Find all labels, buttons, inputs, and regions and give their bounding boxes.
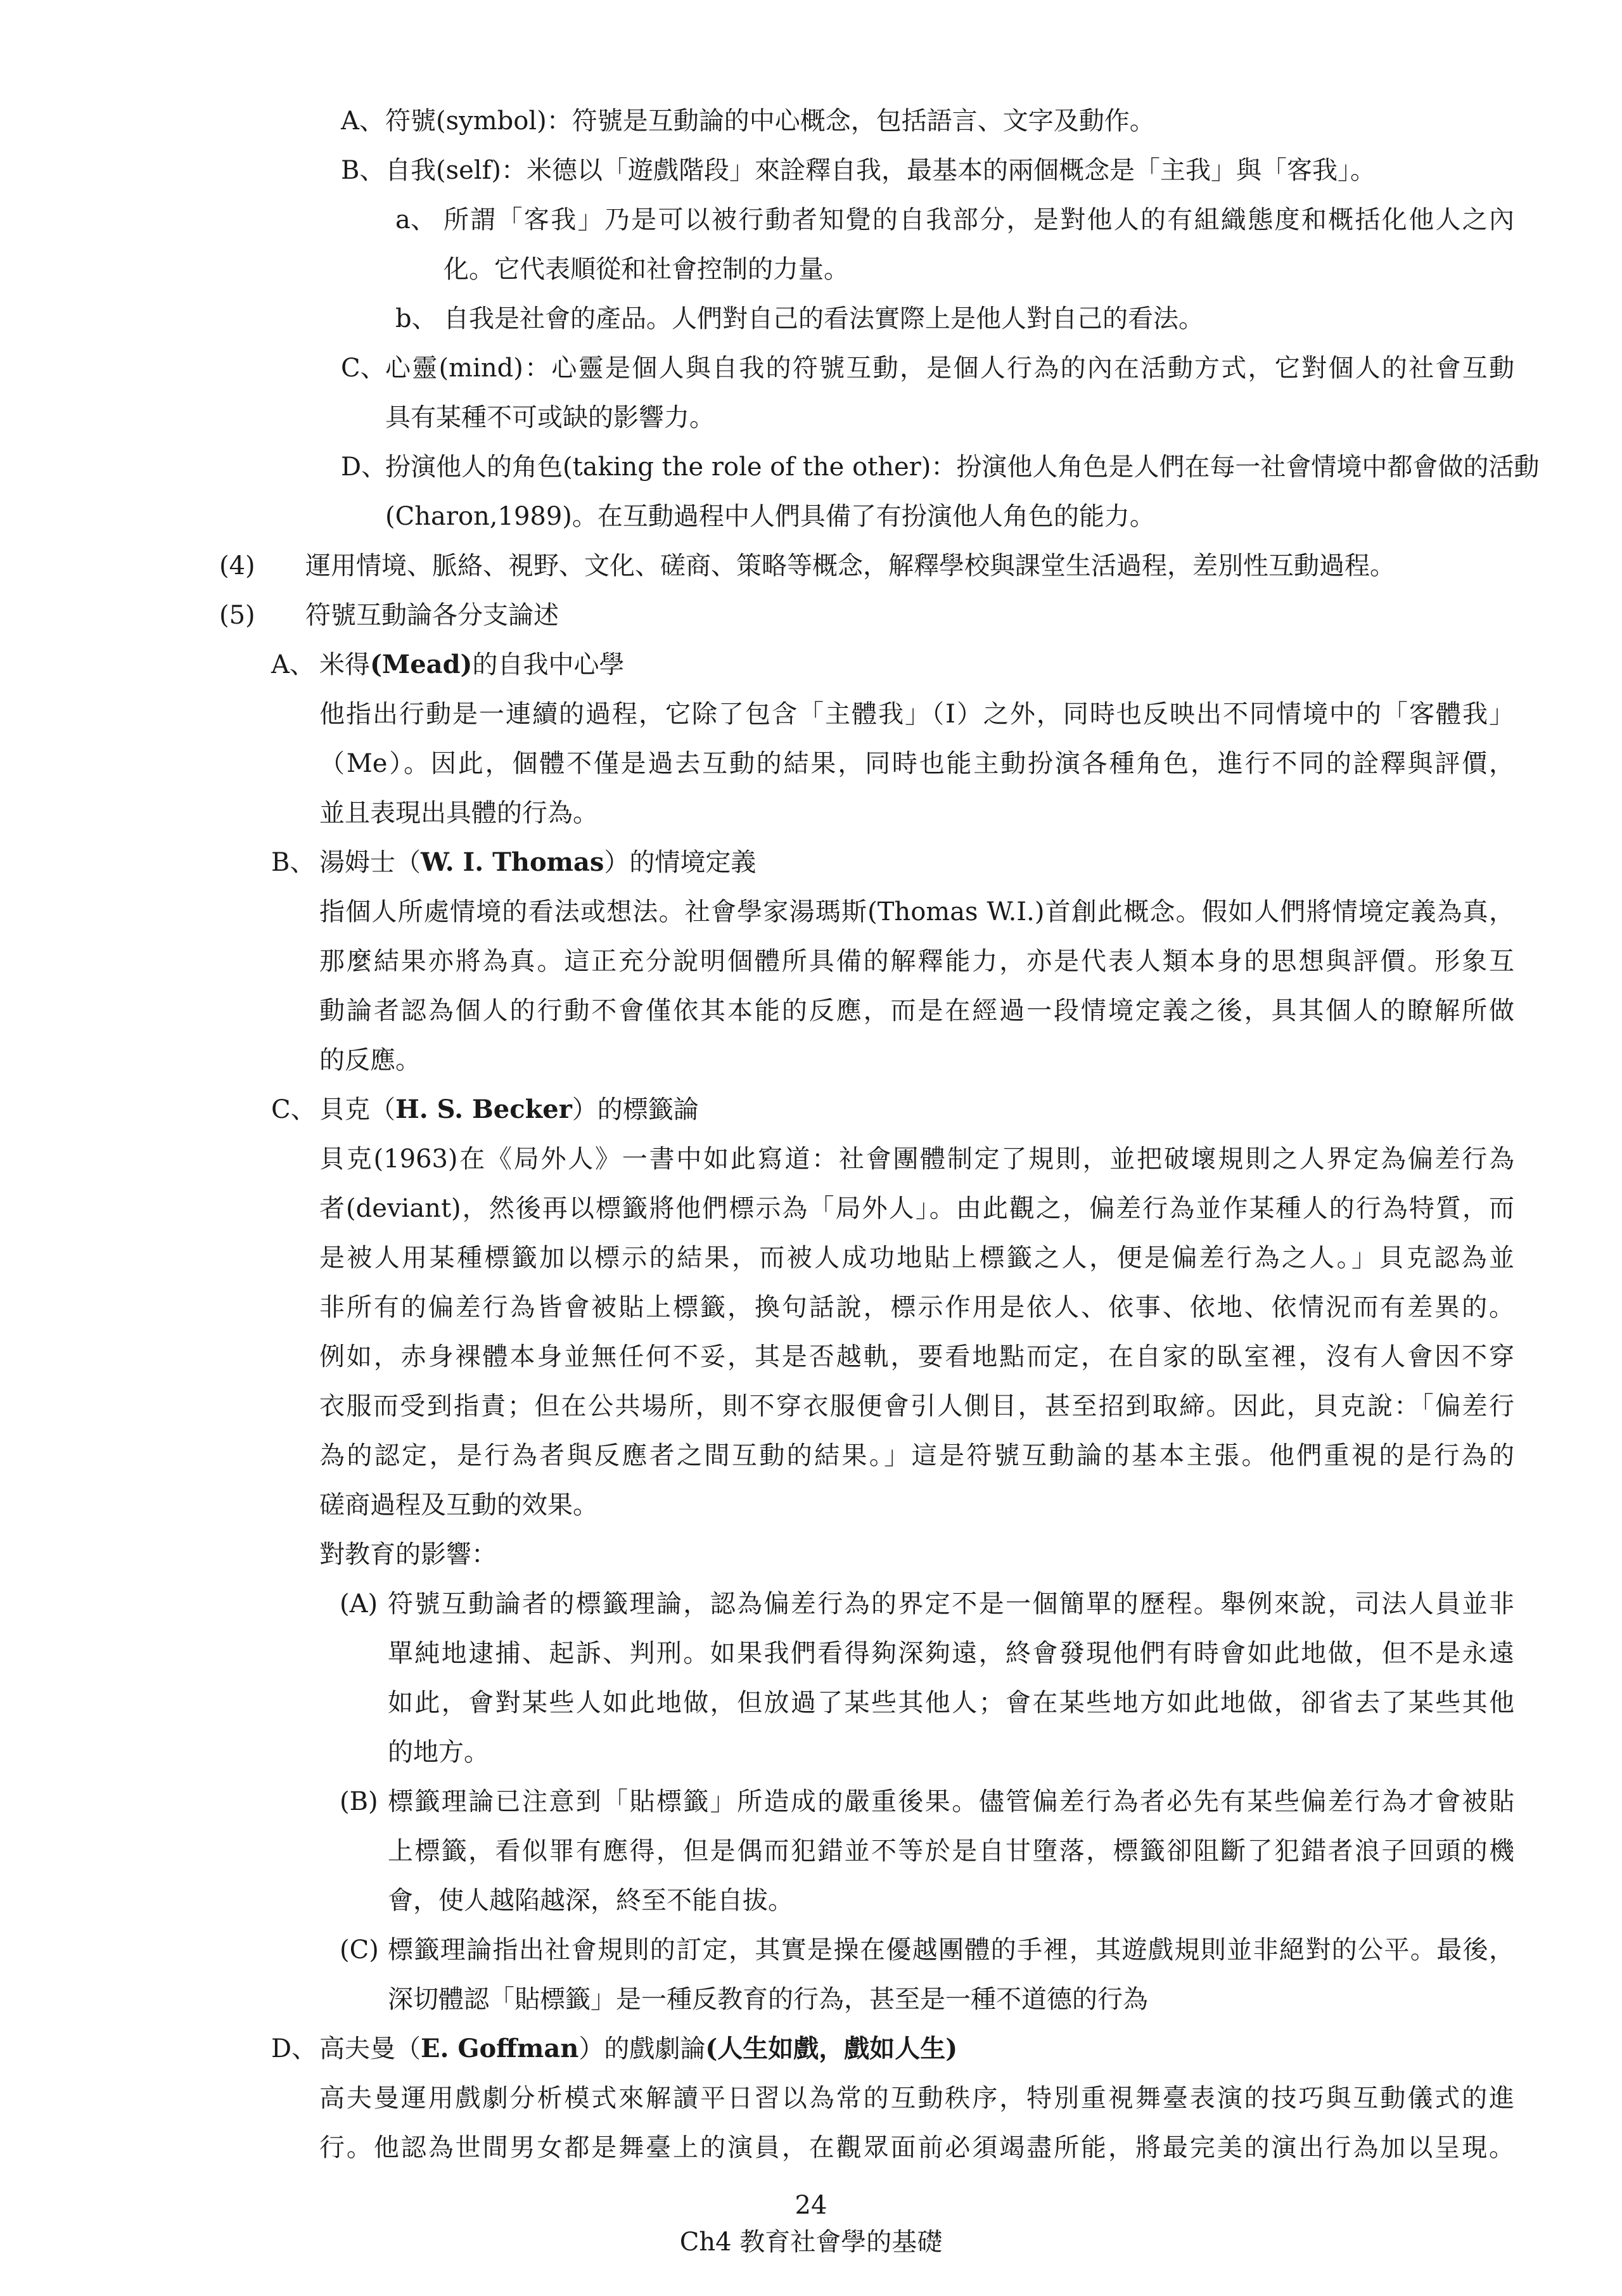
item-text: 的反應。 — [319, 1046, 421, 1075]
item-label: b、 — [395, 304, 437, 333]
item-text: 行。他認為世間男女都是舞臺上的演員，在觀眾面前必須竭盡所能，將最完美的演出行為加以呈現。 — [319, 2133, 1514, 2162]
item-text: (Charon,1989)。在互動過程中人們具備了有扮演他人角色的能力。 — [385, 502, 1155, 531]
heading-text: 米得(Mead)的自我中心學 — [319, 650, 625, 679]
item-text: 為的認定，是行為者與反應者之間互動的結果。」這是符號互動論的基本主張。他們重視的是行為的 — [319, 1441, 1514, 1470]
item-label: B、 — [271, 848, 316, 877]
item-text: 所謂「客我」乃是可以被行動者知覺的自我部分，是對他人的有組織態度和概括化他人之內 — [444, 205, 1514, 234]
item-text: 是被人用某種標籤加以標示的結果，而被人成功地貼上標籤之人，便是偏差行為之人。」貝克認為並 — [319, 1243, 1514, 1273]
heading-text: 高夫曼（E. Goffman）的戲劇論(人生如戲，戲如人生) — [319, 2034, 958, 2063]
item-label: D、 — [341, 452, 387, 482]
item-text: 衣服而受到指責；但在公共場所，則不穿衣服便會引人側目，甚至招到取締。因此，貝克說：「偏差行 — [319, 1392, 1514, 1421]
item-text: 指個人所處情境的看法或想法。社會學家湯瑪斯(Thomas W.I.)首創此概念。假如人們將情境定義為真， — [319, 897, 1514, 927]
item-label: (C) — [340, 1935, 379, 1965]
heading-text: 湯姆士（W. I. Thomas）的情境定義 — [319, 847, 757, 877]
item-text: 標籤理論指出社會規則的訂定，其實是操在優越團體的手裡，其遊戲規則並非絕對的公平。最後， — [388, 1935, 1514, 1965]
item-text: 運用情境、脈絡、視野、文化、磋商、策略等概念，解釋學校與課堂生活過程，差別性互動過程。 — [305, 551, 1395, 580]
item-text: 那麼結果亦將為真。這正充分說明個體所具備的解釋能力，亦是代表人類本身的思想與評價。形象互 — [319, 947, 1514, 976]
item-label: A、 — [341, 106, 385, 136]
item-text: 單純地逮捕、起訴、判刑。如果我們看得夠深夠遠，終會發現他們有時會如此地做，但不是永遠 — [388, 1639, 1514, 1668]
item-label: (A) — [340, 1589, 378, 1619]
item-text: 者(deviant)，然後再以標籤將他們標示為「局外人」。由此觀之，偏差行為並作某種人的行為特質，而 — [319, 1194, 1514, 1223]
item-text: 貝克(1963)在《局外人》一書中如此寫道：社會團體制定了規則，並把破壞規則之人界定為偏差行為 — [319, 1145, 1514, 1174]
item-text: 符號互動論各分支論述 — [305, 601, 559, 630]
item-text: 符號(symbol)：符號是互動論的中心概念，包括語言、文字及動作。 — [385, 106, 1155, 136]
item-text: （Me）。因此，個體不僅是過去互動的結果，同時也能主動扮演各種角色，進行不同的詮釋與評價， — [319, 749, 1514, 778]
item-label: C、 — [341, 354, 386, 383]
item-text: 深切體認「貼標籤」是一種反教育的行為，甚至是一種不道德的行為 — [388, 1985, 1148, 2014]
item-text: 上標籤，看似罪有應得，但是偶而犯錯並不等於是自甘墮落，標籤卻阻斷了犯錯者浪子回頭的機 — [388, 1837, 1514, 1866]
item-label: (5) — [219, 601, 255, 630]
item-text: 並且表現出具體的行為。 — [319, 798, 598, 828]
item-text: 磋商過程及互動的效果。 — [319, 1491, 598, 1520]
item-text: 會，使人越陷越深，終至不能自拔。 — [388, 1886, 793, 1915]
item-label: A、 — [271, 650, 315, 679]
item-text: 的地方。 — [388, 1738, 489, 1767]
item-text: 例如，赤身裸體本身並無任何不妥，其是否越軌，要看地點而定，在自家的臥室裡，沒有人會因不穿 — [319, 1342, 1514, 1371]
item-label: (4) — [219, 551, 255, 580]
item-label: (B) — [340, 1787, 378, 1816]
item-label: C、 — [271, 1095, 316, 1124]
item-text: 自我(self)：米德以「遊戲階段」來詮釋自我，最基本的兩個概念是「主我」與「客我」。 — [385, 156, 1376, 185]
item-text: 化。它代表順從和社會控制的力量。 — [444, 255, 849, 284]
item-label: B、 — [341, 156, 385, 185]
item-text: 具有某種不可或缺的影響力。 — [385, 403, 715, 432]
item-text: 他指出行動是一連續的過程，它除了包含「主體我」（I）之外，同時也反映出不同情境中的「客體我」 — [319, 700, 1514, 729]
item-label: a、 — [395, 205, 436, 234]
item-label: D、 — [271, 2034, 317, 2063]
item-text: 扮演他人的角色(taking the role of the other)：扮演他人角色是人們在每一社會情境中都會做的活動 — [385, 452, 1540, 482]
item-text: 標籤理論已注意到「貼標籤」所造成的嚴重後果。儘管偏差行為者必先有某些偏差行為才會被貼 — [388, 1787, 1514, 1816]
item-text: 自我是社會的產品。人們對自己的看法實際上是他人對自己的看法。 — [444, 304, 1204, 333]
item-text: 對教育的影響： — [319, 1540, 497, 1569]
item-text: 動論者認為個人的行動不會僅依其本能的反應，而是在經過一段情境定義之後，具其個人的瞭解所做 — [319, 996, 1514, 1025]
item-text: 如此，會對某些人如此地做，但放過了某些其他人；會在某些地方如此地做，卻省去了某些其他 — [388, 1688, 1514, 1717]
chapter-footer: Ch4 教育社會學的基礎 — [679, 2228, 943, 2257]
item-text: 心靈(mind)：心靈是個人與自我的符號互動，是個人行為的內在活動方式，它對個人的社會互動 — [385, 354, 1514, 383]
item-text: 非所有的偏差行為皆會被貼上標籤，換句話說，標示作用是依人、依事、依地、依情況而有差異的。 — [319, 1293, 1514, 1322]
item-text: 符號互動論者的標籤理論，認為偏差行為的界定不是一個簡單的歷程。舉例來說，司法人員並非 — [388, 1589, 1514, 1619]
heading-text: 貝克（H. S. Becker）的標籤論 — [319, 1094, 699, 1124]
item-text: 高夫曼運用戲劇分析模式來解讀平日習以為常的互動秩序，特別重視舞臺表演的技巧與互動儀式的進 — [319, 2084, 1514, 2113]
page-number: 24 — [795, 2191, 827, 2220]
